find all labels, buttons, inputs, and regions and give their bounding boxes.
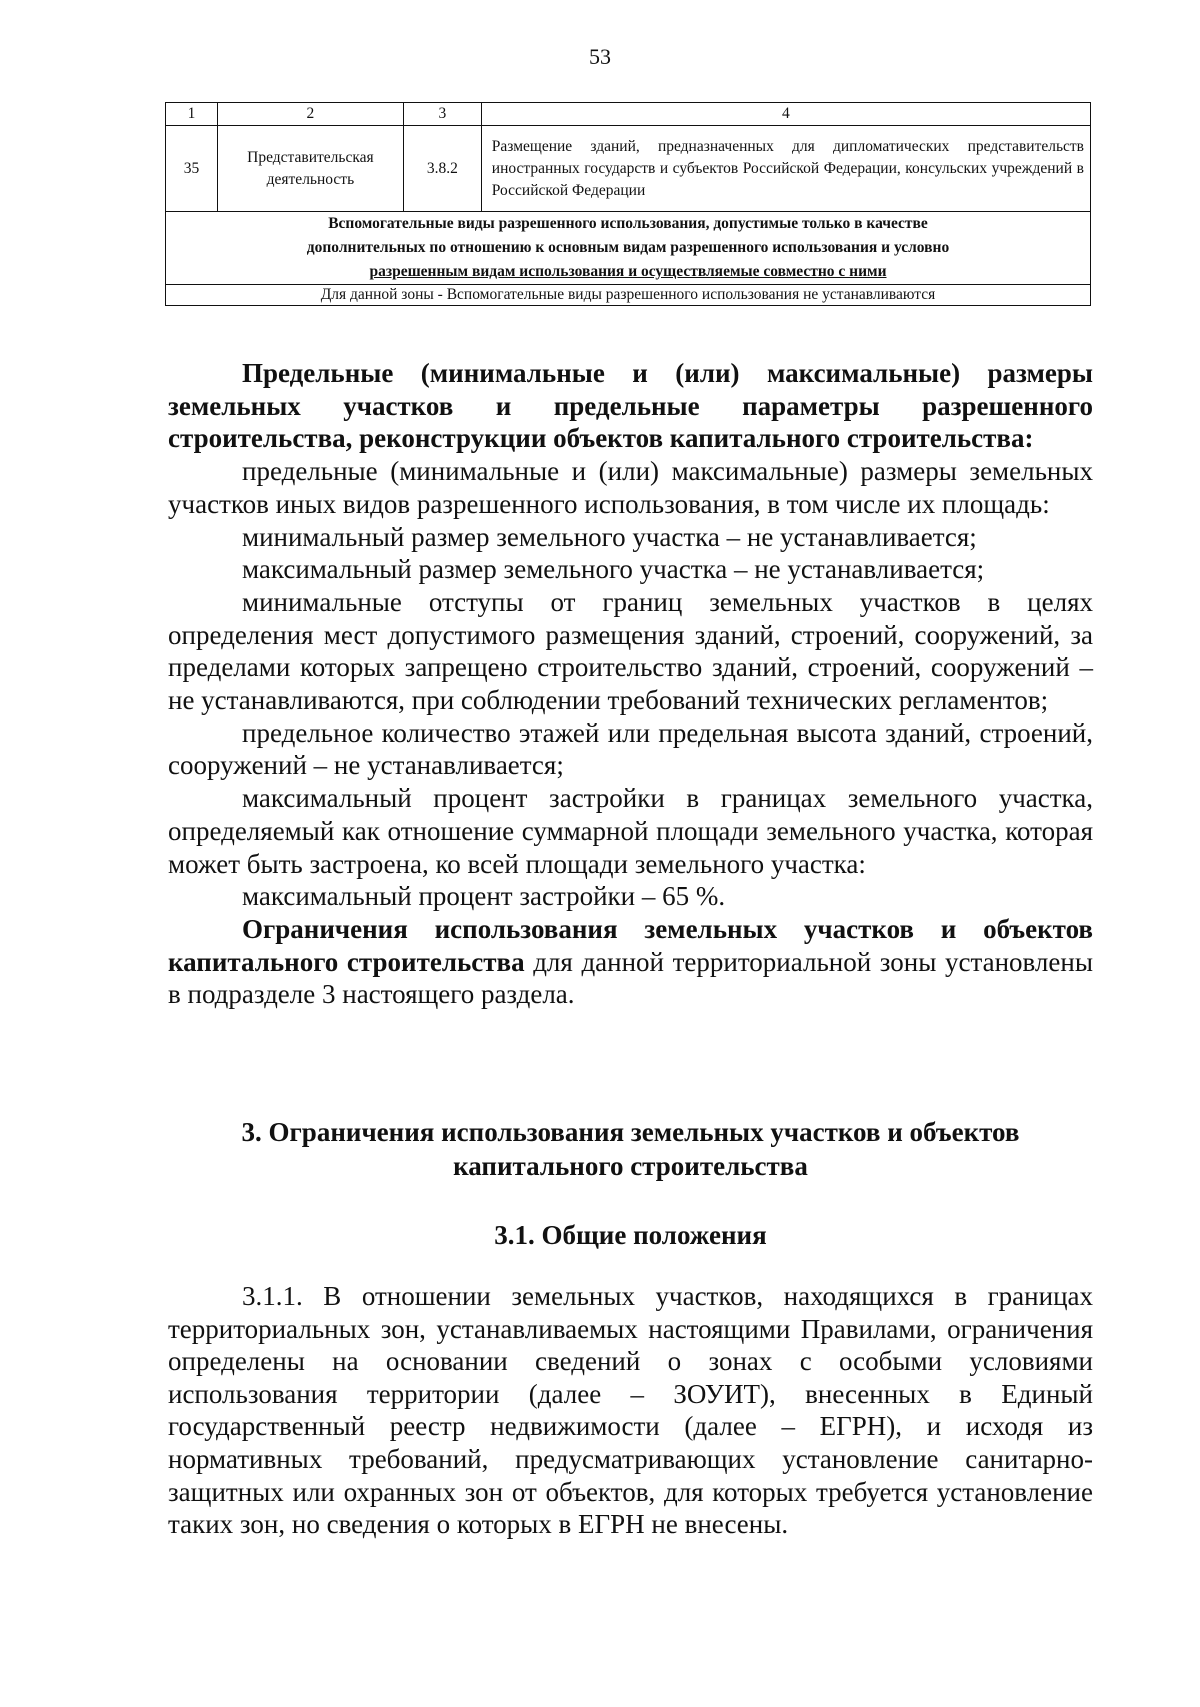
limits-heading: Предельные (минимальные и (или) максимальные) размеры земельных участков и предельные параметры разрешенного строительства, реконструкции объектов капитального строительства: (168, 358, 1093, 454)
table-row (166, 126, 1091, 212)
aux-uses-header-row (166, 212, 1091, 285)
limits-section (168, 357, 1093, 1011)
section-3-title (168, 1115, 1093, 1183)
col-header-2: 2 (217, 103, 403, 126)
aux-header-line-1: Вспомогательные виды разрешенного использования, допустимые только в качестве (328, 215, 928, 232)
use-type-description: Размещение зданий, предназначенных для дипломатических представительств иностранных государств и субъектов Российской Федерации, консульских учреждений в Российской Федерации (481, 126, 1090, 212)
limits-paragraph-6: максимальный процент застройки в границах земельного участка, определяемый как отношение суммарной площади земельного участка, которая может быть застроена, ко всей площади земельного участка: (168, 783, 1093, 879)
no-aux-uses-note: Для данной зоны - Вспомогательные виды разрешенного использования не устанавливаются (166, 285, 1091, 306)
col-header-1: 1 (166, 103, 218, 126)
limits-paragraph-2: минимальный размер земельного участка – не устанавливается; (242, 521, 977, 552)
section-3-title-line-1: 3. Ограничения использования земельных участков и объектов (241, 1117, 1020, 1147)
row-number: 35 (166, 126, 218, 212)
restrictions-bold-text: Ограничения использования земельных участков и объектов капитального строительства (168, 913, 1093, 977)
limits-paragraph-1: предельные (минимальные и (или) максимальные) размеры земельных участков иных видов разрешенного использования, в том числе их площадь: (168, 456, 1093, 519)
page-number: 53 (589, 44, 611, 69)
limits-paragraph-4: минимальные отступы от границ земельных участков в целях определения мест допустимого размещения зданий, строений, сооружений, за пределами которых запрещено строительство зданий, строений, сооружений – не устанавливаются, при соблюдении требований технических регламентов; (168, 586, 1093, 716)
aux-uses-header (166, 212, 1091, 285)
limits-paragraph-5: предельное количество этажей или предельная высота зданий, строений, сооружений – не устанавливается; (168, 717, 1093, 781)
no-aux-uses-row (166, 285, 1091, 306)
aux-header-line-2: дополнительных по отношению к основным видам разрешенного использования и условно (306, 239, 950, 256)
section-3-title-line-2: капитального строительства (453, 1151, 808, 1181)
aux-header-line-3: разрешенным видам использования и осуществляемые совместно с ними (369, 263, 887, 280)
limits-paragraph-7: максимальный процент застройки – 65 %. (242, 881, 726, 912)
restrictions-text: для данной территориальной зоны установлены в подразделе 3 настоящего раздела. (168, 946, 1093, 1010)
limits-paragraph-3: максимальный размер земельного участка – не устанавливается; (242, 554, 985, 585)
col-header-4: 4 (481, 103, 1090, 126)
table-header-row (166, 103, 1091, 126)
paragraph-3-1-1: 3.1.1. В отношении земельных участков, находящихся в границах территориальных зон, устанавливаемых настоящими Правилами, ограничения определены на основании сведений о зонах с особыми условиями использования территории (далее – ЗОУИТ), внесенных в Единый государственный реестр недвижимости (далее – ЕГРН), и исходя из нормативных требований, предусматривающих установление санитарно-защитных или охранных зон от объектов, для которых требуется установление таких зон, но сведения о которых в ЕГРН не внесены. (168, 1281, 1093, 1540)
subsection-3-1-title: 3.1. Общие положения (494, 1220, 767, 1250)
use-type-code: 3.8.2 (403, 126, 481, 212)
permitted-use-table (165, 102, 1091, 306)
use-type-name: Представительская деятельность (217, 126, 403, 212)
restrictions-paragraph (168, 913, 1093, 1011)
col-header-3: 3 (403, 103, 481, 126)
